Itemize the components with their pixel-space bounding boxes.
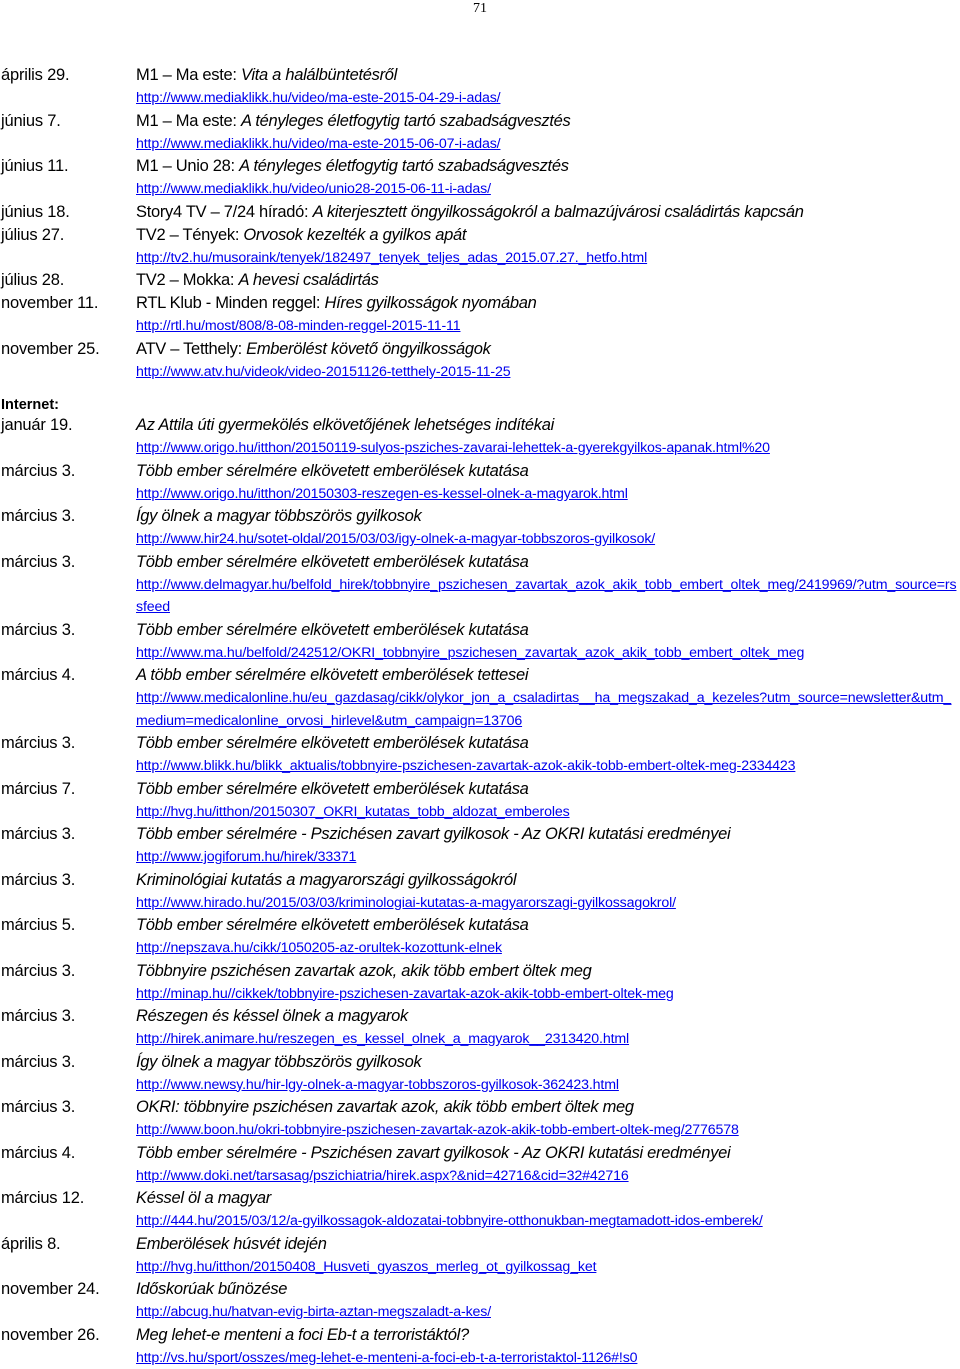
entry-link[interactable]: http://minap.hu//cikkek/tobbnyire-pszichesen-zavartak-azok-akik-tobb-embert-oltek-meg — [136, 983, 960, 1006]
entry-title — [136, 64, 960, 87]
entry-link[interactable]: http://444.hu/2015/03/12/a-gyilkossagok-aldozatai-tobbnyire-otthonukban-megtamadott-idos-emberek/ — [136, 1210, 960, 1233]
entry-title — [136, 338, 960, 361]
entry-body — [136, 823, 960, 869]
entry-date: január 19. — [0, 414, 136, 460]
entry-link[interactable]: http://abcug.hu/hatvan-evig-birta-aztan-megszaladt-a-kes/ — [136, 1301, 960, 1324]
entry-date: március 3. — [0, 960, 136, 1006]
entry-date: november 11. — [0, 292, 136, 338]
entry-date: június 11. — [0, 155, 136, 201]
entry-date: március 3. — [0, 1096, 136, 1142]
internet-section — [0, 414, 960, 1369]
entry-body — [136, 414, 960, 460]
entry-title — [136, 155, 960, 178]
article-title: A több ember sérelmére elkövetett emberölések tettesei — [136, 664, 960, 687]
entry-link[interactable]: http://www.newsy.hu/hir-lgy-olnek-a-magyar-tobbszoros-gyilkosok-362423.html — [136, 1074, 960, 1097]
internet-entry — [0, 460, 960, 506]
entry-date: március 3. — [0, 732, 136, 778]
entry-body — [136, 551, 960, 619]
article-title: Több ember sérelmére elkövetett emberölések kutatása — [136, 460, 960, 483]
entry-link[interactable]: http://www.delmagyar.hu/belfold_hirek/tobbnyire_pszichesen_zavartak_azok_akik_tobb_embert_oltek_meg/2419969/?utm_source=rssfeed — [136, 574, 960, 619]
article-title: Több ember sérelmére elkövetett emberölések kutatása — [136, 551, 960, 574]
internet-entry — [0, 414, 960, 460]
internet-entry — [0, 1187, 960, 1233]
article-title: Így ölnek a magyar többszörös gyilkosok — [136, 1051, 960, 1074]
article-title: Késsel öl a magyar — [136, 1187, 960, 1210]
internet-entry — [0, 778, 960, 824]
entry-body — [136, 664, 960, 732]
entry-link[interactable]: http://www.jogiforum.hu/hirek/33371 — [136, 846, 960, 869]
episode-title: A hevesi családirtás — [238, 271, 378, 289]
entry-body — [136, 1233, 960, 1279]
article-title: Többnyire pszichésen zavartak azok, akik több embert öltek meg — [136, 960, 960, 983]
entry-title — [136, 224, 960, 247]
entry-body — [136, 1142, 960, 1188]
entry-link[interactable]: http://www.hirado.hu/2015/03/03/kriminologiai-kutatas-a-magyarorszagi-gyilkossagokrol/ — [136, 892, 960, 915]
internet-entry — [0, 869, 960, 915]
entry-date: március 3. — [0, 1005, 136, 1051]
article-title: Több ember sérelmére elkövetett emberölések kutatása — [136, 732, 960, 755]
entry-date: március 7. — [0, 778, 136, 824]
entry-body — [136, 1005, 960, 1051]
entry-date: március 12. — [0, 1187, 136, 1233]
entry-link[interactable]: http://www.origo.hu/itthon/20150303-reszegen-es-kessel-olnek-a-magyarok.html — [136, 483, 960, 506]
entry-date: november 26. — [0, 1324, 136, 1369]
entry-body — [136, 201, 960, 224]
episode-title: A tényleges életfogytig tartó szabadságvesztés — [241, 112, 571, 130]
internet-entry — [0, 505, 960, 551]
article-title: OKRI: többnyire pszichésen zavartak azok, akik több embert öltek meg — [136, 1096, 960, 1119]
entry-body — [136, 619, 960, 665]
entry-link[interactable]: http://hirek.animare.hu/reszegen_es_kessel_olnek_a_magyarok__2313420.html — [136, 1028, 960, 1051]
article-title: Több ember sérelmére elkövetett emberölések kutatása — [136, 619, 960, 642]
program-name: M1 – Ma este: — [136, 66, 241, 84]
tv-entry — [0, 155, 960, 201]
entry-body — [136, 1051, 960, 1097]
program-name: TV2 – Tények: — [136, 226, 243, 244]
entry-link[interactable]: http://nepszava.hu/cikk/1050205-az-orultek-kozottunk-elnek — [136, 937, 960, 960]
entry-body — [136, 292, 960, 338]
entry-link[interactable]: http://www.boon.hu/okri-tobbnyire-pszichesen-zavartak-azok-akik-tobb-embert-oltek-meg/2776578 — [136, 1119, 960, 1142]
article-title: Időskorúak bűnözése — [136, 1278, 960, 1301]
tv-entry — [0, 201, 960, 224]
entry-date: június 18. — [0, 201, 136, 224]
entry-title — [136, 110, 960, 133]
entry-link[interactable]: http://www.origo.hu/itthon/20150119-sulyos-psziches-zavarai-lehettek-a-gyerekgyilkos-apanak.html%20 — [136, 437, 960, 460]
entry-date: június 7. — [0, 110, 136, 156]
program-name: Story4 TV – 7/24 híradó: — [136, 203, 313, 221]
entry-date: március 3. — [0, 460, 136, 506]
episode-title: Vita a halálbüntetésről — [241, 66, 397, 84]
entry-link[interactable]: http://rtl.hu/most/808/8-08-minden-reggel-2015-11-11 — [136, 315, 960, 338]
entry-date: március 5. — [0, 914, 136, 960]
article-title: Több ember sérelmére - Pszichésen zavart gyilkosok - Az OKRI kutatási eredményei — [136, 823, 960, 846]
internet-entry — [0, 1051, 960, 1097]
article-title: Kriminológiai kutatás a magyarországi gyilkosságokról — [136, 869, 960, 892]
entry-body — [136, 732, 960, 778]
entry-link[interactable]: http://www.mediaklikk.hu/video/unio28-2015-06-11-i-adas/ — [136, 178, 960, 201]
internet-entry — [0, 664, 960, 732]
entry-link[interactable]: http://hvg.hu/itthon/20150408_Husveti_gyaszos_merleg_ot_gyilkossag_ket — [136, 1256, 960, 1279]
internet-entry — [0, 914, 960, 960]
article-title: Az Attila úti gyermekölés elkövetőjének lehetséges indítékai — [136, 414, 960, 437]
entry-link[interactable]: http://tv2.hu/musoraink/tenyek/182497_tenyek_teljes_adas_2015.07.27._hetfo.html — [136, 247, 960, 270]
program-name: M1 – Ma este: — [136, 112, 241, 130]
tv-section — [0, 64, 960, 383]
entry-title — [136, 292, 960, 315]
episode-title: A kiterjesztett öngyilkosságokról a balmazújvárosi családirtás kapcsán — [313, 203, 804, 221]
tv-entry — [0, 64, 960, 110]
program-name: ATV – Tetthely: — [136, 340, 246, 358]
article-title: Több ember sérelmére elkövetett emberölések kutatása — [136, 778, 960, 801]
tv-entry — [0, 338, 960, 384]
tv-entry — [0, 269, 960, 292]
entry-body — [136, 269, 960, 292]
entry-link[interactable]: http://vs.hu/sport/osszes/meg-lehet-e-menteni-a-foci-eb-t-a-terroristaktol-1126#!s0 — [136, 1347, 960, 1369]
article-title: Több ember sérelmére elkövetett emberölések kutatása — [136, 914, 960, 937]
entry-link[interactable]: http://hvg.hu/itthon/20150307_OKRI_kutatas_tobb_aldozat_emberoles — [136, 801, 960, 824]
episode-title: A tényleges életfogytig tartó szabadságvesztés — [239, 157, 569, 175]
internet-entry — [0, 1278, 960, 1324]
entry-date: március 3. — [0, 823, 136, 869]
entry-date: március 3. — [0, 619, 136, 665]
tv-entry — [0, 224, 960, 270]
entry-title — [136, 269, 960, 292]
entry-body — [136, 505, 960, 551]
entry-link[interactable]: http://www.mediaklikk.hu/video/ma-este-2015-06-07-i-adas/ — [136, 133, 960, 156]
entry-body — [136, 1187, 960, 1233]
article-title: Részegen és késsel ölnek a magyarok — [136, 1005, 960, 1028]
entry-title — [136, 201, 960, 224]
entry-date: november 25. — [0, 338, 136, 384]
entry-body — [136, 1096, 960, 1142]
entry-date: április 29. — [0, 64, 136, 110]
episode-title: Híres gyilkosságok nyomában — [324, 294, 536, 312]
entry-link[interactable]: http://www.doki.net/tarsasag/pszichiatria/hirek.aspx?&nid=42716&cid=32#42716 — [136, 1165, 960, 1188]
entry-body — [136, 1324, 960, 1369]
reference-list — [0, 64, 960, 1369]
internet-entry — [0, 823, 960, 869]
program-name: RTL Klub - Minden reggel: — [136, 294, 324, 312]
entry-date: július 27. — [0, 224, 136, 270]
entry-body — [136, 1278, 960, 1324]
entry-link[interactable]: http://www.hir24.hu/sotet-oldal/2015/03/03/igy-olnek-a-magyar-tobbszoros-gyilkosok/ — [136, 528, 960, 551]
internet-entry — [0, 1096, 960, 1142]
internet-entry — [0, 960, 960, 1006]
article-title: Emberölések húsvét idején — [136, 1233, 960, 1256]
entry-link[interactable]: http://www.atv.hu/videok/video-20151126-tetthely-2015-11-25 — [136, 361, 960, 384]
internet-section-label: Internet: — [0, 397, 960, 414]
entry-date: március 4. — [0, 1142, 136, 1188]
internet-entry — [0, 1142, 960, 1188]
entry-body — [136, 155, 960, 201]
entry-link[interactable]: http://www.blikk.hu/blikk_aktualis/tobbnyire-pszichesen-zavartak-azok-akik-tobb-embert-oltek-meg-2334423 — [136, 755, 960, 778]
entry-date: március 3. — [0, 869, 136, 915]
entry-body — [136, 778, 960, 824]
entry-body — [136, 338, 960, 384]
entry-body — [136, 914, 960, 960]
episode-title: Orvosok kezelték a gyilkos apát — [243, 226, 466, 244]
internet-entry — [0, 732, 960, 778]
entry-date: március 3. — [0, 505, 136, 551]
entry-body — [136, 460, 960, 506]
program-name: TV2 – Mokka: — [136, 271, 238, 289]
tv-entry — [0, 292, 960, 338]
tv-entry — [0, 110, 960, 156]
article-title: Több ember sérelmére - Pszichésen zavart gyilkosok - Az OKRI kutatási eredményei — [136, 1142, 960, 1165]
episode-title: Emberölést követő öngyilkosságok — [246, 340, 490, 358]
internet-entry — [0, 1233, 960, 1279]
entry-body — [136, 110, 960, 156]
internet-entry — [0, 1005, 960, 1051]
entry-link[interactable]: http://www.mediaklikk.hu/video/ma-este-2015-04-29-i-adas/ — [136, 87, 960, 110]
entry-date: április 8. — [0, 1233, 136, 1279]
entry-date: március 3. — [0, 1051, 136, 1097]
entry-link[interactable]: http://www.ma.hu/belfold/242512/OKRI_tobbnyire_pszichesen_zavartak_azok_akik_tobb_embert_oltek_meg — [136, 642, 960, 665]
entry-body — [136, 64, 960, 110]
program-name: M1 – Unio 28: — [136, 157, 239, 175]
entry-body — [136, 960, 960, 1006]
internet-entry — [0, 551, 960, 619]
article-title: Meg lehet-e menteni a foci Eb-t a terroristáktól? — [136, 1324, 960, 1347]
entry-date: július 28. — [0, 269, 136, 292]
entry-date: március 3. — [0, 551, 136, 619]
article-title: Így ölnek a magyar többszörös gyilkosok — [136, 505, 960, 528]
page-number: 71 — [0, 1, 960, 17]
internet-entry — [0, 619, 960, 665]
internet-entry — [0, 1324, 960, 1369]
entry-link[interactable]: http://www.medicalonline.hu/eu_gazdasag/cikk/olykor_jon_a_csaladirtas__ha_megszakad_a_kezeles?utm_source=newsletter&utm_medium=medicalonline_orvosi_hirlevel&utm_campaign=13706 — [136, 687, 960, 732]
entry-body — [136, 224, 960, 270]
entry-date: március 4. — [0, 664, 136, 732]
entry-date: november 24. — [0, 1278, 136, 1324]
entry-body — [136, 869, 960, 915]
